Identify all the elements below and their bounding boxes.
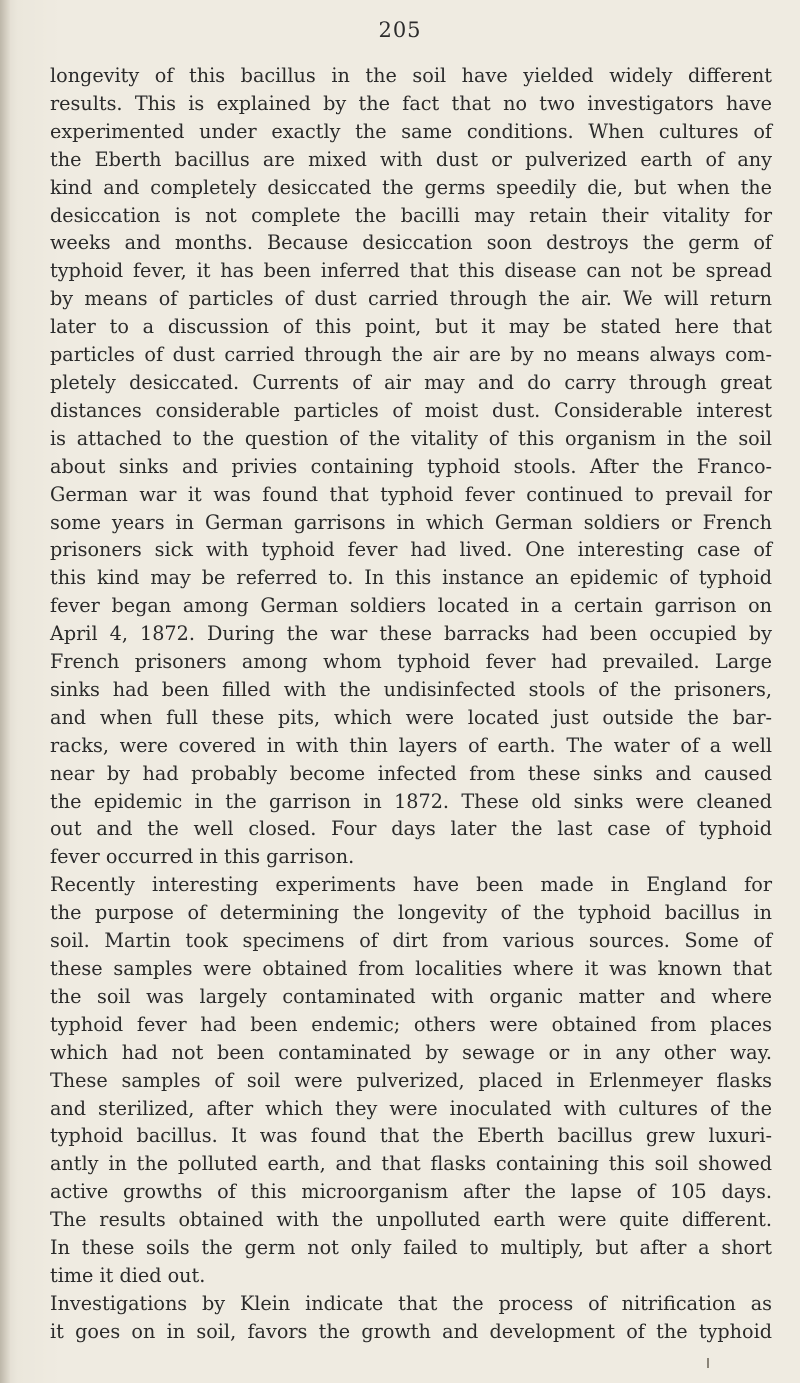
paragraph-2: [50, 871, 772, 1290]
text-line: French prisoners among whom typhoid fever had prevailed. Large: [50, 650, 772, 674]
text-line: The results obtained with the unpolluted earth were quite different.: [50, 1208, 772, 1232]
text-line: and sterilized, after which they were inoculated with cultures of the: [50, 1096, 772, 1120]
text-line: time it died out.: [50, 1263, 206, 1287]
paragraph-3: [50, 1290, 772, 1346]
body-text: [50, 62, 772, 1346]
text-line: In these soils the germ not only failed to multiply, but after a short: [50, 1236, 772, 1260]
text-line: These samples of soil were pulverized, placed in Erlenmeyer flasks: [50, 1068, 772, 1092]
text-line: is attached to the question of the vitality of this organism in the soil: [50, 426, 772, 450]
text-line: out and the well closed. Four days later the last case of typhoid: [50, 817, 772, 841]
text-line: particles of dust carried through the air are by no means always com-: [50, 343, 772, 367]
text-line: antly in the polluted earth, and that flasks containing this soil showed: [50, 1152, 772, 1176]
text-line: typhoid fever had been endemic; others were obtained from places: [50, 1012, 772, 1036]
text-line: active growths of this microorganism after the lapse of 105 days.: [50, 1180, 772, 1204]
text-line: this kind may be referred to. In this instance an epidemic of typhoid: [50, 566, 772, 590]
text-line: sinks had been filled with the undisinfected stools of the prisoners,: [50, 677, 772, 701]
text-line: desiccation is not complete the bacilli may retain their vitality for: [50, 203, 772, 227]
text-line: later to a discussion of this point, but it may be stated here that: [50, 315, 772, 339]
text-line: distances considerable particles of moist dust. Considerable interest: [50, 398, 772, 422]
text-line: soil. Martin took specimens of dirt from various sources. Some of: [50, 929, 772, 953]
text-line: about sinks and privies containing typhoid stools. After the Franco-: [50, 454, 772, 478]
text-line: longevity of this bacillus in the soil have yielded widely different: [50, 64, 772, 87]
text-line: racks, were covered in with thin layers of earth. The water of a well: [50, 733, 772, 757]
text-line: results. This is explained by the fact that no two investigators have: [50, 91, 772, 115]
text-line: weeks and months. Because desiccation soon destroys the germ of: [50, 231, 772, 255]
text-line: the Eberth bacillus are mixed with dust or pulverized earth of any: [50, 147, 772, 171]
text-line: typhoid fever, it has been inferred that this disease can not be spread: [50, 259, 772, 283]
text-line: Investigations by Klein indicate that the process of nitrification as: [50, 1291, 772, 1315]
text-line: April 4, 1872. During the war these barracks had been occupied by: [50, 622, 772, 646]
text-line: Recently interesting experiments have been made in England for: [50, 873, 772, 897]
text-line: fever occurred in this garrison.: [50, 845, 355, 869]
print-mark: [707, 1358, 709, 1368]
text-line: these samples were obtained from localities where it was known that: [50, 957, 772, 980]
text-line: the purpose of determining the longevity of the typhoid bacillus in: [50, 901, 772, 925]
text-line: prisoners sick with typhoid fever had lived. One interesting case of: [50, 538, 772, 562]
text-line: the soil was largely contaminated with organic matter and where: [50, 984, 772, 1008]
text-line: and when full these pits, which were located just outside the bar-: [50, 705, 772, 729]
text-line: which had not been contaminated by sewage or in any other way.: [50, 1040, 772, 1064]
text-line: experimented under exactly the same conditions. When cultures of: [50, 119, 772, 143]
text-line: typhoid bacillus. It was found that the Eberth bacillus grew luxuri-: [50, 1124, 772, 1148]
text-line: the epidemic in the garrison in 1872. These old sinks were cleaned: [50, 789, 772, 813]
text-line: it goes on in soil, favors the growth and development of the typhoid: [50, 1319, 772, 1343]
page-binding-edge: [0, 0, 10, 1383]
text-line: kind and completely desiccated the germs speedily die, but when the: [50, 175, 772, 199]
paragraph-1: [50, 62, 772, 871]
text-line: near by had probably become infected from these sinks and caused: [50, 761, 772, 785]
text-line: by means of particles of dust carried through the air. We will return: [50, 287, 772, 311]
text-line: pletely desiccated. Currents of air may and do carry through great: [50, 370, 772, 394]
page-number: 205: [378, 18, 422, 42]
text-line: some years in German garrisons in which German soldiers or French: [50, 510, 772, 534]
text-line: German war it was found that typhoid fever continued to prevail for: [50, 482, 772, 506]
text-line: fever began among German soldiers located in a certain garrison on: [50, 594, 772, 618]
